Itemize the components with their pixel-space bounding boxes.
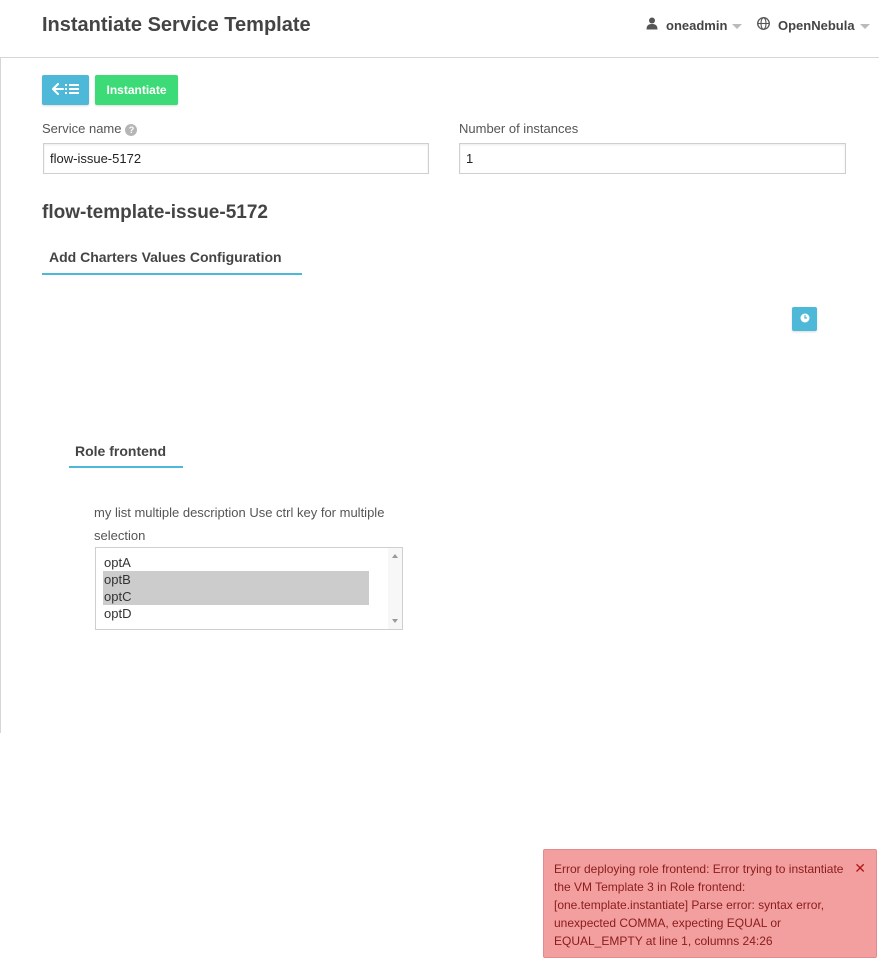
scroll-up-icon[interactable] [392,554,398,558]
tab-role-frontend[interactable]: Role frontend [69,443,183,468]
tab-charters-configuration[interactable]: Add Charters Values Configuration [42,249,302,275]
zone-menu[interactable] [757,17,870,33]
chevron-down-icon [732,24,742,29]
scroll-down-icon[interactable] [392,619,398,623]
select-option-optA[interactable]: optA [104,555,131,570]
instantiate-button[interactable]: Instantiate [95,75,178,105]
clock-icon [800,310,810,328]
page-left-border [0,0,1,733]
template-name: flow-template-issue-5172 [42,202,268,223]
back-to-list-button[interactable] [42,75,89,105]
error-message: Error deploying role frontend: Error trying to instantiate the VM Template 3 in Role frontend: [one.template.instantiate] Parse error: syntax error, unexpected COMMA, expecting EQUAL or EQUAL_EMPTY at line 1, columns 24:26 [554,862,844,948]
service-name-label [42,121,137,136]
service-name-input[interactable] [43,143,429,174]
arrow-left-list-icon [52,83,80,98]
instances-label: Number of instances [459,121,579,136]
list-description: my list multiple description Use ctrl key for multiple selection [94,505,385,543]
select-option-optD[interactable]: optD [104,606,132,621]
user-menu[interactable] [646,17,742,33]
globe-icon [757,17,770,33]
select-option-optB[interactable]: optB [103,571,369,588]
select-option-optC[interactable]: optC [103,588,369,605]
user-name: oneadmin [666,17,728,33]
scrollbar[interactable] [388,548,402,629]
user-icon [646,17,658,33]
zone-name: OpenNebula [778,17,855,33]
top-header [0,0,879,58]
service-name-label-text: Service name [42,121,122,136]
close-icon[interactable]: ✕ [854,860,866,876]
chevron-down-icon [860,24,870,29]
add-charter-button[interactable] [792,307,817,331]
help-icon[interactable]: ? [125,124,137,136]
page-title: Instantiate Service Template [42,14,311,36]
multiple-select-list[interactable] [95,547,403,630]
number-of-instances-input[interactable] [459,143,846,174]
error-notification [543,849,877,958]
